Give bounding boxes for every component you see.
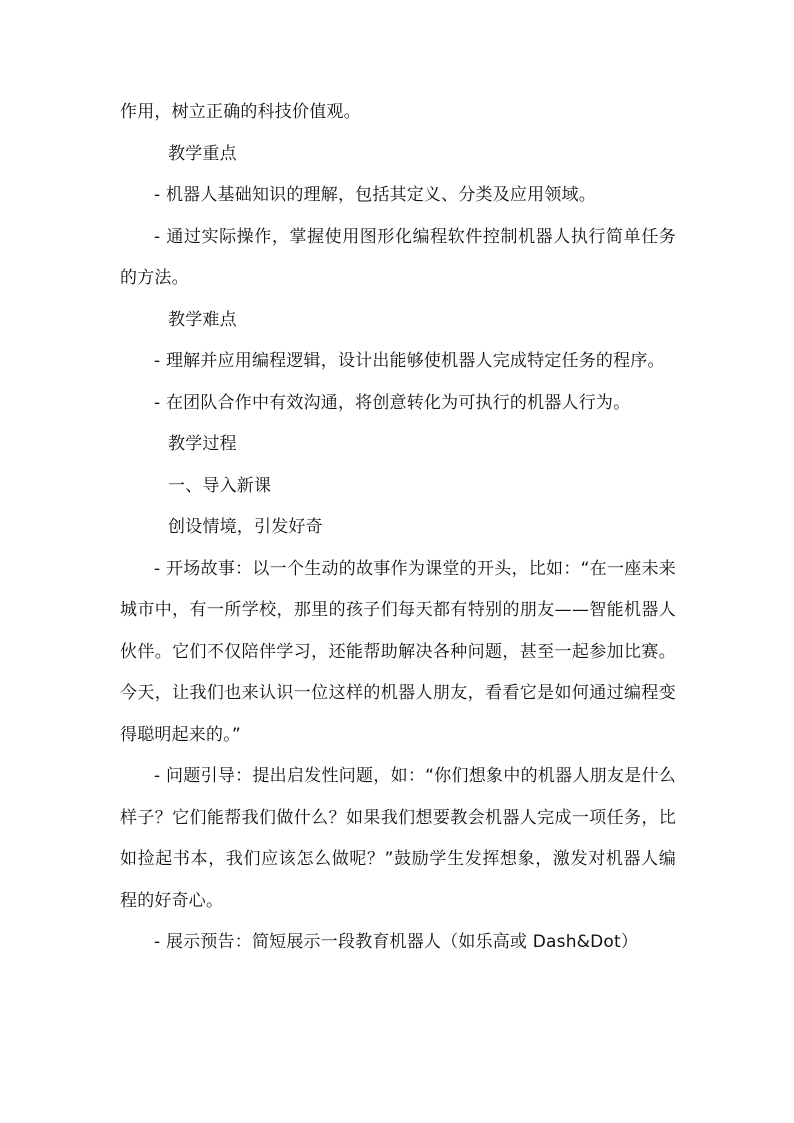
subsection-heading-intro: 一、导入新课 — [168, 475, 272, 496]
subsection-heading-scenario: 创设情境，引发好奇 — [168, 517, 323, 537]
key-point-item: - 机器人基础知识的理解，包括其定义、分类及应用领域。 — [154, 185, 596, 205]
section-heading-key-points: 教学重点 — [168, 143, 237, 164]
difficulty-item: - 在团队合作中有效沟通，将创意转化为可执行的机器人行为。 — [154, 392, 631, 413]
process-item: - 开场故事：以一个生动的故事作为课堂的开头，比如：“在一座未来城市中，有一所学校，那里的孩子们每天都有特别的朋友——智能机器人伙伴。它们不仅陪伴学习，还能帮助解决各种问题，甚至一起参加比赛。今天，让我们也来认识一位这样的机器人朋友，看看它是如何通过编程变得聪明起来的。” — [120, 558, 676, 745]
difficulty-item: - 理解并应用编程逻辑，设计出能够使机器人完成特定任务的程序。 — [154, 351, 665, 371]
process-item: - 问题引导：提出启发性问题，如：“你们想象中的机器人朋友是什么样子？它们能帮我们做什么？如果我们想要教会机器人完成一项任务，比如捡起书本，我们应该怎么做呢？”鼓励学生发挥想象，激发对机器人编程的好奇心。 — [120, 766, 676, 911]
section-heading-process: 教学过程 — [168, 434, 237, 454]
document-body — [120, 92, 676, 964]
paragraph-continuation: 作用，树立正确的科技价值观。 — [120, 102, 361, 122]
key-point-item: - 通过实际操作，掌握使用图形化编程软件控制机器人执行简单任务的方法。 — [120, 226, 676, 288]
section-heading-difficulties: 教学难点 — [168, 309, 237, 330]
process-item: - 展示预告：简短展示一段教育机器人（如乐高或 Dash&Dot） — [154, 932, 639, 952]
